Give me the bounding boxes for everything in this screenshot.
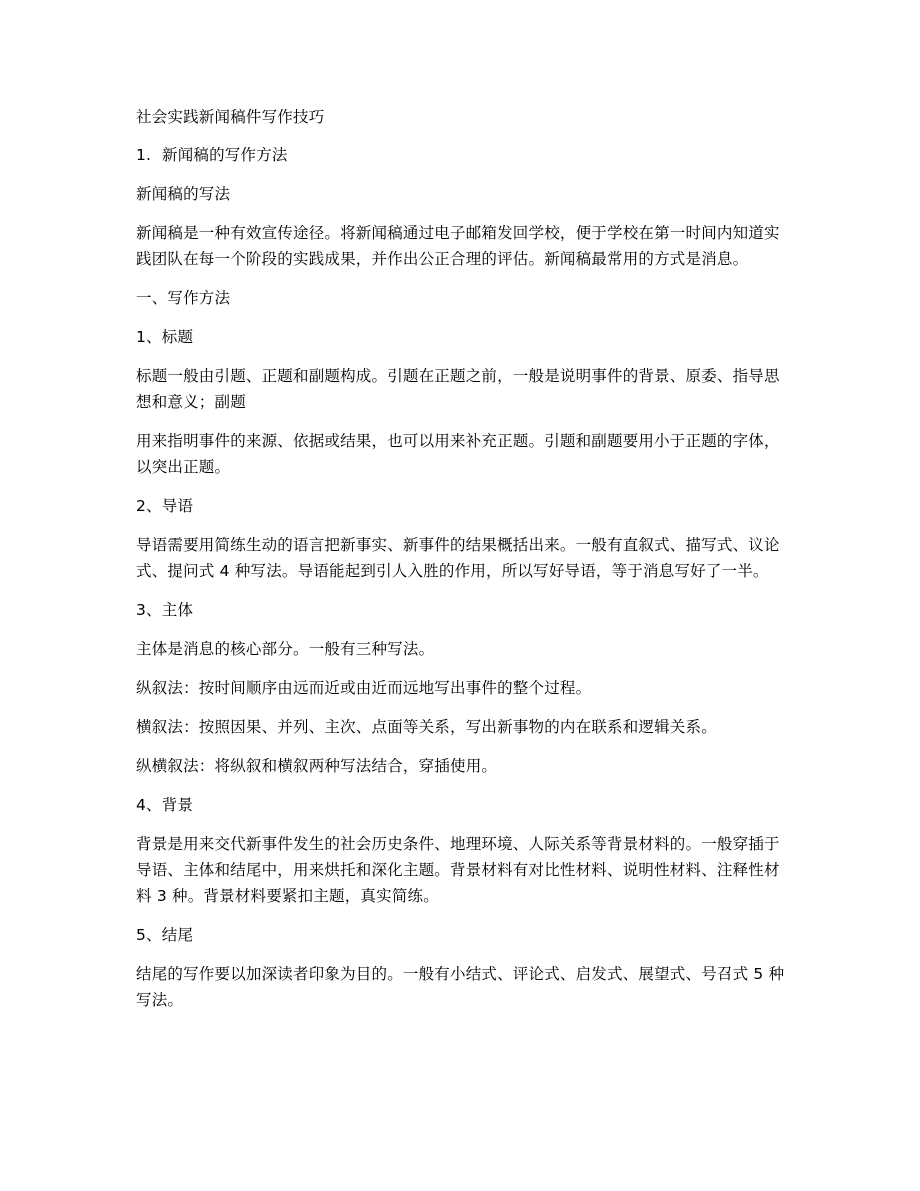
method-heading: 一、写作方法 — [136, 289, 231, 307]
body-paragraph: 主体是消息的核心部分。一般有三种写法。 — [136, 640, 435, 658]
subheading: 新闻稿的写法 — [136, 185, 231, 203]
background-paragraph: 背景是用来交代新事件发生的社会历史条件、地理环境、人际关系等背景材料的。一般穿插于导语、主体和结尾中，用来烘托和深化主题。背景材料有对比性材料、说明性材料、注释性材料 3 种。背景材料要紧扣主题，真实简练。 — [136, 835, 780, 905]
heading-title-section: 1、标题 — [136, 328, 194, 346]
section-1-number: 1. — [136, 146, 152, 164]
body-horizontal-method: 横叙法：按照因果、并列、主次、点面等关系，写出新事物的内在联系和逻辑关系。 — [136, 718, 717, 736]
ending-paragraph: 结尾的写作要以加深读者印象为目的。一般有小结式、评论式、启发式、展望式、号召式 5 种写法。 — [136, 965, 785, 1009]
body-vertical-method: 纵叙法：按时间顺序由远而近或由近而远地写出事件的整个过程。 — [136, 679, 592, 697]
heading-ending-section: 5、结尾 — [136, 926, 194, 944]
heading-background-section: 4、背景 — [136, 796, 194, 814]
section-1-heading — [136, 142, 786, 168]
body-mixed-method: 纵横叙法：将纵叙和横叙两种写法结合，穿插使用。 — [136, 757, 498, 775]
section-1-title: 新闻稿的写作方法 — [162, 146, 288, 164]
document-title: 社会实践新闻稿件写作技巧 — [136, 108, 325, 126]
intro-paragraph: 新闻稿是一种有效宣传途径。将新闻稿通过电子邮箱发回学校，便于学校在第一时间内知道实践团队在每一个阶段的实践成果，并作出公正合理的评估。新闻稿最常用的方式是消息。 — [136, 224, 780, 268]
title-paragraph-1: 标题一般由引题、正题和副题构成。引题在正题之前，一般是说明事件的背景、原委、指导思想和意义；副题 — [136, 367, 780, 411]
title-paragraph-2: 用来指明事件的来源、依据或结果，也可以用来补充正题。引题和副题要用小于正题的字体，以突出正题。 — [136, 432, 780, 476]
heading-lead-section: 2、导语 — [136, 497, 194, 515]
document-page — [136, 104, 786, 1013]
heading-body-section: 3、主体 — [136, 601, 194, 619]
lead-paragraph: 导语需要用简练生动的语言把新事实、新事件的结果概括出来。一般有直叙式、描写式、议论式、提问式 4 种写法。导语能起到引人入胜的作用，所以写好导语，等于消息写好了一半。 — [136, 536, 780, 580]
